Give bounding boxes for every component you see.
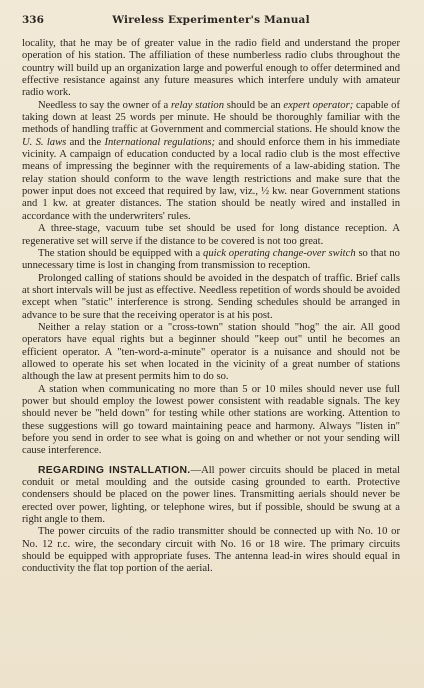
text-run: locality, that he may be of greater value in the radio field and understand the proper operation of his station. The affiliation of these numberless radio clubs throughout the country will build up an organization large and powerful enough to offer determined and effective resistance against any future measures which interfere unduly with amateur radio work. xyxy=(22,38,400,99)
text-run: and should enforce them in his immediate vicinity. A campaign of education conducted by a local radio club is the most effective means of impressing the beginner with the requirements of a law-abiding station. The relay station should conform to the wave length restrictions and make sure that the power input does not exceed that required by law, viz., ½ kw. near Government stations and 1 kw. at greater distances. The station should be neatly wired and installed in accordance with the underwriters' rules. xyxy=(22,136,400,222)
paragraph xyxy=(22,465,400,527)
paragraph xyxy=(22,38,400,100)
text-run: The station should be equipped with a xyxy=(38,247,204,259)
text-run: Neither a relay station or a "cross-town" station should "hog" the air. All good operators have equal rights but a beginner should "keep out" until he becomes an efficient operator. A "ten-word-a-minute" operator is a nuisance and should not be allowed to operate his set when located in the vicinity of a great number of stations although the law at present permits him to do so. xyxy=(22,321,400,383)
text-run: so that no unnecessary time is lost in changing from transmission to reception. xyxy=(22,247,400,272)
text-run: Prolonged calling of stations should be avoided in the despatch of traffic. Brief calls at short intervals will be just as effective. Needless repetition of words should be avoided except when "static" interference is strong. Sending schedules should be arranged in advance to be sure that the receiving operator is at his post. xyxy=(22,272,400,321)
italic-text: quick operating change-over switch xyxy=(203,247,356,259)
italic-text: International regulations; xyxy=(104,136,216,148)
text-run: The power circuits of the radio transmitter should be connected up with No. 10 or No. 12 r.c. wire, the secondary circuit with No. 16 or 18 wire. The primary circuits should be equipped with appropriate fuses. The antenna lead-in wires should equal in conductivity the flat top portion of the aerial. xyxy=(22,526,400,575)
text-run: —All power circuits should be placed in metal conduit or metal moulding and the outside casing grounded to earth. Protective condensers should be placed on the power lines. Transmitting aerials should never be erected over power, lighting, or telephone wires, but if possible, should be swung at a right angle to them. xyxy=(22,464,400,526)
paragraph xyxy=(22,526,400,575)
paragraph xyxy=(22,100,400,223)
italic-text: expert operator; xyxy=(283,99,354,111)
paragraph xyxy=(22,322,400,384)
text-run: and the xyxy=(66,136,105,148)
section-heading: REGARDING INSTALLATION. xyxy=(38,464,191,476)
paragraph xyxy=(22,223,400,248)
body-text xyxy=(22,38,400,576)
text-run: A three-stage, vacuum tube set should be used for long distance reception. A regenerative set will serve if the distance to be covered is not too great. xyxy=(22,223,400,247)
paragraph xyxy=(22,384,400,458)
text-run: should be an xyxy=(224,99,284,111)
text-run: capable of taking down at least 25 words per minute. He should be thoroughly familiar with the methods of handling traffic at Government and commercial stations. He should know the xyxy=(22,99,400,136)
running-title: Wireless Experimenter's Manual xyxy=(112,14,310,26)
page-number: 336 xyxy=(22,14,44,26)
paragraph xyxy=(22,248,400,273)
italic-text: relay station xyxy=(171,99,225,111)
italic-text: U. S. laws xyxy=(22,136,67,148)
paragraph xyxy=(22,273,400,322)
text-run: Needless to say the owner of a xyxy=(38,99,172,111)
text-run: A station when communicating no more than 5 or 10 miles should never use full power but should employ the lowest power consistent with readable signals. The key should never be "held down" for testing while other stations are working. Attention to these suggestions will go toward maintaining peace and harmony. Always "listen in" before you send in order to see what is going on and whether or not your sending will cause interference. xyxy=(22,383,400,457)
page-header xyxy=(22,14,400,30)
